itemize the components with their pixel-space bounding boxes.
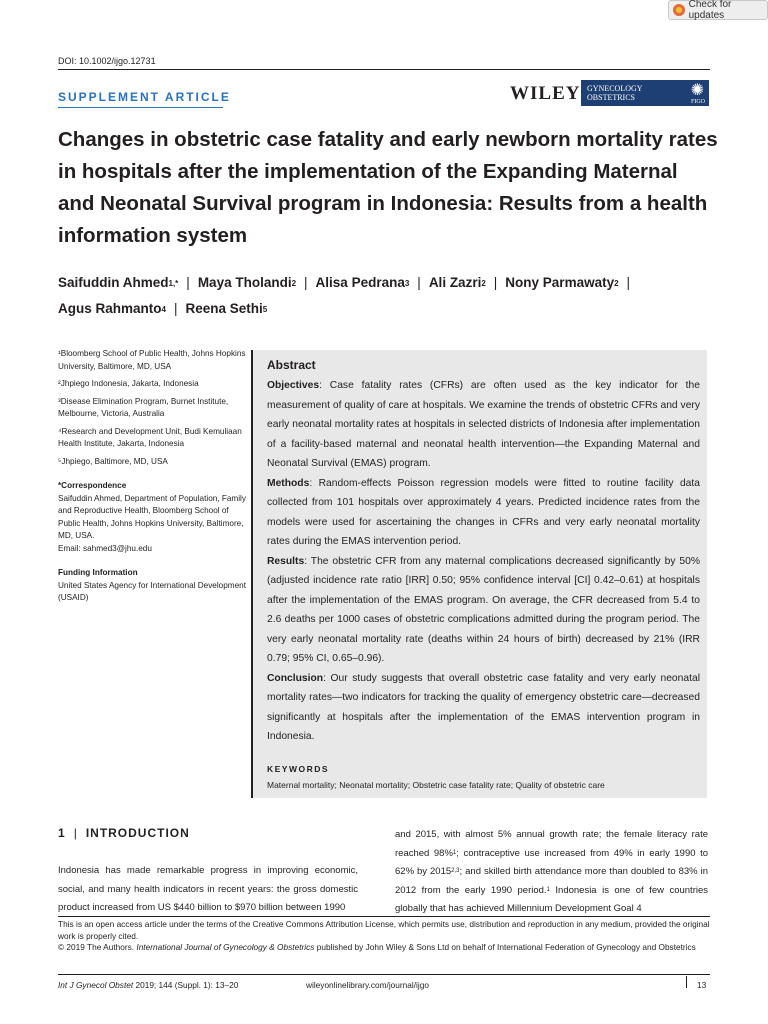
abstract-heading: Abstract [267, 358, 316, 372]
footnote-rule [58, 916, 710, 917]
author: Alisa Pedrana$^3$ [315, 275, 410, 290]
intro-right-column: and 2015, with almost 5% annual growth rate; the female literacy rate reached 98%$^1$; contraceptive use increased from 49% in early 1990 to 62% by 2015$^{2,3}$; and skilled birth attendance more than doubled to 83% in 2012 from the early 1990 period.$^1$ Indonesia is one of few countries globally that has achieved Millennium Development Goal 4 [395, 829, 708, 914]
abstract-box [251, 350, 707, 798]
affiliation: ⁵Jhpiego, Baltimore, MD, USA [58, 456, 168, 466]
abstract-body [267, 356, 700, 747]
copyright-text: © 2019 The Authors. International Journal of Gynecology & Obstetrics published by John Wiley & Sons Ltd on behalf of International Federation of Gynecology and Obstetrics [58, 942, 696, 952]
correspondence-heading: *Correspondence [58, 481, 127, 490]
author: Nony Parmawaty$^2$ [505, 275, 619, 290]
abstract-objectives: Objectives: Case fatality rates (CFRs) are often used as the key indicator for the measurement of quality of care at hospitals. We examine the trends of obstetric CFRs and very early neonatal mortality rates at hospitals in selected districts of Indonesia after implementation of a facility-based maternal and neonatal health intervention—the Expanding Maternal and Neonatal Survival (EMAS) program. [267, 380, 700, 469]
check-for-updates-label: Check for updates [688, 0, 732, 21]
funding [58, 567, 248, 605]
correspondence-text: Saifuddin Ahmed, Department of Population, Family and Reproductive Health, Bloomberg School of Public Health, Johns Hopkins University, Baltimore, MD, USA. [58, 493, 246, 540]
article-title: Changes in obstetric case fatality and early newborn mortality rates in hospitals after the implementation of the Expanding Maternal and Neonatal Survival program in Indonesia: Results from a health information system [58, 128, 718, 247]
keywords-list: Maternal mortality; Neonatal mortality; Obstetric case fatality rate; Quality of obstetric care [267, 780, 605, 790]
funding-heading: Funding Information [58, 568, 138, 577]
abstract-bar [251, 350, 253, 798]
footer-rule [58, 974, 710, 975]
author: Ali Zazri$^2$ [428, 275, 486, 290]
author: Saifuddin Ahmed$^{1,*}$ [58, 275, 179, 290]
affiliation: ³Disease Elimination Program, Burnet Institute, Melbourne, Victoria, Australia [58, 396, 229, 418]
abstract-conclusion: Conclusion: Our study suggests that overall obstetric case fatality and very early neonatal mortality rates—two indicators for tracking the quality of emergency obstetric care—decreased significantly at hospitals after the implementation of the EMAS intervention program in Indonesia. [267, 672, 700, 742]
journal-logo-line2: OBSTETRICS [587, 93, 636, 102]
author: Agus Rahmanto$^4$ [58, 301, 166, 316]
license-footnote [58, 919, 710, 954]
correspondence [58, 480, 248, 555]
author: Reena Sethi$^5$ [185, 301, 268, 316]
keywords-heading: KEYWORDS [267, 764, 330, 774]
citation: Int J Gynecol Obstet 2019; 144 (Suppl. 1): 13–20 [58, 980, 239, 990]
affiliations [58, 348, 248, 605]
journal-logo-line1: GYNECOLOGY [587, 84, 643, 93]
article-type: SUPPLEMENT ARTICLE [58, 90, 231, 104]
check-for-updates-button[interactable] [668, 0, 768, 20]
page-number: 13 [697, 980, 707, 990]
crossmark-icon [673, 4, 685, 16]
doi: DOI: 10.1002/ijgo.12731 [58, 56, 156, 66]
affiliation: ¹Bloomberg School of Public Health, Johns Hopkins University, Baltimore, MD, USA [58, 349, 246, 371]
journal-logo-org: FIGO [690, 99, 705, 105]
article-type-underline [58, 107, 223, 108]
affiliation: ⁴Research and Development Unit, Budi Kemuliaan Health Institute, Jakarta, Indonesia [58, 426, 242, 448]
section-heading: 1 | INTRODUCTION [58, 826, 190, 840]
intro-left-column: Indonesia has made remarkable progress in improving economic, social, and many health indicators in recent years: the gross domestic product increased from US $440 billion to $970 billion between 1990 [58, 865, 358, 913]
footer-divider [686, 976, 687, 988]
abstract-methods: Methods: Random-effects Poisson regression models were fitted to routine facility data collected from 101 hospitals over approximately 4 years. Predicted incidence rates from the models were used for ascertaining the changes in CFRs and very early neonatal mortality rates during the EMAS intervention period. [267, 477, 700, 547]
publisher-logo: WILEY [510, 83, 581, 104]
journal-logo [581, 80, 709, 106]
funding-text: United States Agency for International Development (USAID) [58, 580, 246, 602]
journal-url[interactable]: wileyonlinelibrary.com/journal/ijgo [306, 980, 429, 990]
license-text: This is an open access article under the terms of the Creative Commons Attribution License, which permits use, distribution and reproduction in any medium, provided the original work is properly cited. [58, 919, 710, 941]
header-rule [58, 69, 710, 70]
figo-emblem-icon: ✺ [690, 82, 704, 99]
author-list: Saifuddin Ahmed$^{1,*}$ | Maya Tholandi$^2$ | Alisa Pedrana$^3$ | Ali Zazri$^2$ | Nony Parmawaty$^2$ | Agus Rahmanto$^4$ | Reena Sethi$^5$ [58, 275, 631, 316]
affiliation: ²Jhpiego Indonesia, Jakarta, Indonesia [58, 379, 199, 388]
author: Maya Tholandi$^2$ [197, 275, 297, 290]
abstract-results: Results: The obstetric CFR from any maternal complications decreased significantly by 50% (adjusted incidence rate ratio [IRR] 0.50; 95% confidence interval [CI] 0.42–0.61) at hospitals after the implementation of the EMAS program. On average, the CFR decreased from 5.4 to 2.6 deaths per 1000 cases of obstetric complications admitted during the program period. The very early neonatal mortality rate (deaths within 24 hours of birth) decreased by 21% (IRR 0.79; 95% CI, 0.65–0.96). [267, 555, 700, 664]
correspondence-email: Email: sahmed3@jhu.edu [58, 543, 152, 553]
